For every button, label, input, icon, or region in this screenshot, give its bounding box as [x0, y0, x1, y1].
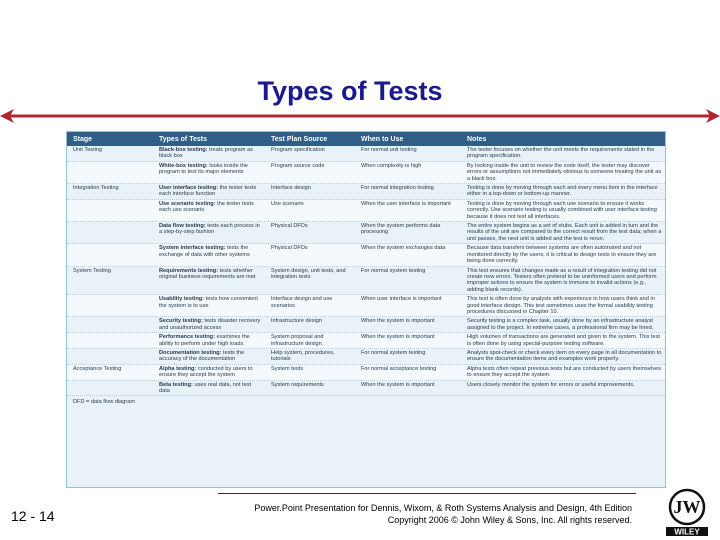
- cell-type: [153, 295, 265, 316]
- cell-type: [153, 381, 265, 396]
- cell-when: When the system exchanges data: [361, 245, 446, 252]
- test-type-name: Use scenario testing:: [159, 200, 216, 207]
- cell-notes: By looking inside the unit to review the code itself, the tester may discover errors or assumptions not immediately obvious to someone treating the unit as a black box.: [467, 162, 662, 182]
- cell-stage: [67, 162, 153, 183]
- test-type-description: tests the exchange of data with other systems: [159, 245, 250, 258]
- cell-when: For normal unit testing: [361, 147, 417, 153]
- cell-source: Infrastructure design: [271, 318, 322, 325]
- header-stage: Stage: [73, 135, 93, 143]
- cell-stage: [67, 222, 153, 243]
- test-type-name: Black-box testing:: [159, 147, 208, 153]
- test-type-name: Usability testing:: [159, 296, 205, 303]
- table-row: [67, 162, 665, 184]
- title-underline-arrow: [0, 106, 720, 126]
- footer-line-2: Copyright 2006 © John Wiley & Sons, Inc. All rights reserved.: [387, 515, 632, 525]
- cell-type: [153, 333, 265, 348]
- table-row: [67, 267, 665, 296]
- cell-when: When the system performs data processing: [361, 223, 441, 236]
- cell-source: Use scenario: [271, 200, 304, 207]
- cell-when: For normal system testing: [361, 267, 426, 274]
- cell-notes: This test ensures that changes made as a result of integration testing did not create new errors. Testers often pretend to be uninformed users and perform improper actions to ensure the system is immune to invalid actions (e.g., adding blank records).: [467, 267, 657, 293]
- cell-source: Interface design and use scenarios: [271, 296, 333, 309]
- cell-stage: Acceptance Testing: [73, 365, 122, 372]
- test-type-description: treats program as black box: [159, 147, 253, 160]
- cell-when: For normal integration testing: [361, 185, 434, 192]
- cell-stage: [67, 333, 153, 348]
- cell-source: Physical DFDs: [271, 223, 308, 230]
- cell-notes: This test is often done by analysts with experience in how users think and in good interface design. This test sometimes uses the formal usability testing procedures discussed in Chapter 10.: [467, 296, 655, 315]
- types-of-tests-table: [66, 131, 666, 488]
- cell-stage: [67, 200, 153, 221]
- cell-notes: Alpha tests often repeat previous tests but are conducted by users themselves to ensure they accept the system.: [467, 365, 662, 379]
- table-row: [67, 365, 665, 381]
- slide-number: 12 - 14: [11, 508, 55, 524]
- footer-line-1: Power.Point Presentation for Dennis, Wixom, & Roth Systems Analysis and Design, 4th Edition: [254, 503, 632, 513]
- cell-type: [153, 349, 265, 364]
- cell-source: System tests: [271, 365, 304, 372]
- cell-notes: Testing is done by moving through each use scenario to ensure it works correctly. Use scenario testing is usually combined with user interface testing because it does not test all interfaces.: [467, 200, 657, 220]
- test-type-description: uses real data, not test data: [159, 381, 252, 394]
- test-type-name: System interface testing:: [159, 245, 226, 252]
- cell-source: System requirements: [271, 381, 324, 388]
- cell-notes: Because data transfers between systems are often automated and not monitored directly by the users, it is critical to design tests to ensure they are being done correctly.: [467, 245, 657, 265]
- cell-type: [153, 365, 265, 380]
- wiley-logo: [662, 487, 712, 537]
- cell-type: [153, 146, 265, 161]
- table-row: [67, 146, 665, 162]
- cell-when: When user interface is important: [361, 296, 442, 303]
- test-type-description: tests disaster recovery and unauthorized access: [159, 318, 261, 331]
- footer-divider: [218, 493, 636, 494]
- test-type-description: examines the ability to perform under high loads: [159, 334, 250, 347]
- cell-when: When complexity is high: [361, 162, 422, 169]
- cell-when: For normal acceptance testing: [361, 365, 437, 372]
- cell-when: When the system is important: [361, 318, 435, 325]
- cell-source: Physical DFDs: [271, 245, 308, 252]
- test-type-name: User interface testing:: [159, 185, 219, 192]
- test-type-name: Alpha testing:: [159, 365, 197, 372]
- table-row: [67, 333, 665, 349]
- table-row: [67, 317, 665, 333]
- cell-when: When the user interface is important: [361, 200, 451, 207]
- header-when-to-use: When to Use: [361, 135, 404, 143]
- table-row: [67, 349, 665, 365]
- cell-source: Program source code: [271, 162, 325, 169]
- table-row: [67, 184, 665, 200]
- table-row: [67, 200, 665, 222]
- cell-source: Interface design: [271, 185, 311, 192]
- test-type-name: Performance testing:: [159, 334, 215, 341]
- cell-source: System design, unit tests, and integration tests: [271, 267, 346, 280]
- test-type-description: the tester tests each interface function: [159, 185, 257, 198]
- test-type-description: tests each process in a step-by-step fashion: [159, 223, 260, 236]
- cell-stage: [67, 317, 153, 332]
- table-row: [67, 295, 665, 317]
- cell-type: [153, 162, 265, 183]
- header-types-of-tests: Types of Tests: [159, 135, 207, 143]
- test-type-name: Requirements testing:: [159, 267, 219, 274]
- table-row: [67, 381, 665, 397]
- test-type-name: Security testing:: [159, 318, 203, 325]
- footer-copyright: [150, 502, 632, 526]
- test-type-description: tests the accuracy of the documentation: [159, 349, 245, 363]
- cell-when: For normal system testing: [361, 349, 426, 356]
- test-type-name: Documentation testing:: [159, 349, 222, 356]
- cell-notes: Analysts spot-check or check every item on every page in all documentation to ensure the documentation items and examples work properly.: [467, 349, 662, 363]
- cell-notes: High volumes of transactions are generated and given to the system. This test is often done by using special-purpose testing software.: [467, 334, 660, 347]
- cell-type: [153, 267, 265, 295]
- cell-when: When the system is important: [361, 381, 435, 388]
- test-type-name: White-box testing:: [159, 162, 208, 169]
- cell-type: [153, 200, 265, 221]
- cell-notes: Security testing is a complex task, usually done by an infrastructure analyst assigned to the project. In extreme cases, a professional firm may be hired.: [467, 318, 654, 331]
- test-type-name: Data flow testing:: [159, 223, 206, 230]
- table-body: [67, 146, 665, 396]
- cell-notes: The entire system begins as a set of stubs. Each unit is added in turn and the results of the unit are compared to the correct result from the test data; when a unit passes, the next unit is added and the test is rerun.: [467, 223, 662, 242]
- cell-stage: [67, 244, 153, 265]
- logo-wordmark: WILEY: [674, 527, 700, 537]
- cell-source: System proposal and infrastructure design: [271, 334, 324, 347]
- table-header-row: [67, 132, 665, 146]
- header-notes: Notes: [467, 135, 487, 143]
- cell-stage: Integration Testing: [73, 185, 119, 192]
- test-type-description: tests how convenient the system is to use: [159, 296, 258, 309]
- cell-stage: Unit Testing: [73, 147, 103, 153]
- cell-type: [153, 222, 265, 243]
- table-row: [67, 222, 665, 244]
- cell-notes: Testing is done by moving through each and every menu item in the interface either in a top-down or bottom-up manner.: [467, 185, 658, 198]
- cell-type: [153, 244, 265, 265]
- cell-source: Program specification: [271, 147, 325, 153]
- test-type-description: the tester tests each use scenario: [159, 200, 254, 214]
- test-type-description: looks inside the program to test its major elements: [159, 162, 248, 176]
- cell-stage: [67, 295, 153, 316]
- table-footnote: DFD = data flow diagram: [73, 399, 136, 406]
- cell-stage: System Testing: [73, 267, 111, 274]
- cell-type: [153, 184, 265, 199]
- table-row: [67, 244, 665, 266]
- test-type-name: Beta testing:: [159, 381, 193, 388]
- cell-when: When the system is important: [361, 334, 435, 341]
- header-test-plan-source: Test Plan Source: [271, 135, 328, 143]
- cell-stage: [67, 381, 153, 396]
- slide-title: Types of Tests: [257, 76, 443, 106]
- test-type-description: tests whether original business requirements are met: [159, 267, 256, 280]
- cell-source: Help system, procedures, tutorials: [271, 349, 335, 363]
- cell-notes: The tester focuses on whether the unit meets the requirements stated in the program specification.: [467, 147, 655, 160]
- cell-notes: Users closely monitor the system for errors or useful improvements.: [467, 381, 635, 388]
- test-type-description: conducted by users to ensure they accept the system: [159, 365, 253, 379]
- cell-type: [153, 317, 265, 332]
- cell-stage: [67, 349, 153, 364]
- svg-text:JW: JW: [673, 497, 701, 517]
